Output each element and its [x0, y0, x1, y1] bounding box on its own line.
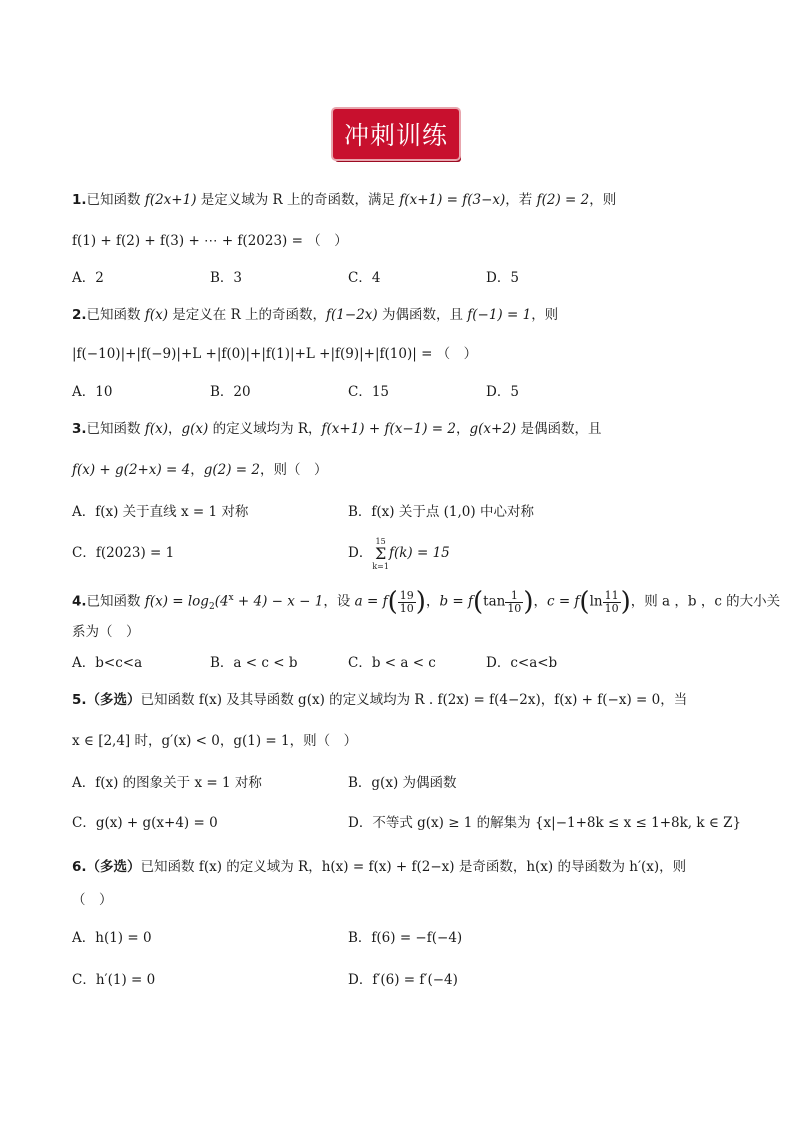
- question-3-option-d: D．15 Σ k=1f(k) = 15: [348, 536, 450, 571]
- question-4-option-d: D．c<a<b: [486, 655, 558, 671]
- summation-symbol: 15 Σ k=1: [372, 536, 389, 571]
- question-2-option-b: B．20: [210, 384, 251, 400]
- question-5-stem: 5.（多选）已知函数 f(x) 及其导函数 g(x) 的定义域均为 R . f(2x) = f(4−2x)，f(x) + f(−x) = 0，当: [72, 692, 688, 708]
- question-3-option-a: A．f(x) 关于直线 x = 1 对称: [72, 504, 249, 520]
- question-2-option-d: D．5: [486, 384, 519, 400]
- question-2-option-c: C．15: [348, 384, 390, 400]
- question-5-option-b: B．g(x) 为偶函数: [348, 775, 457, 791]
- fraction-11-10: $\frac{11}{10}$: [604, 588, 619, 615]
- section-banner: [333, 109, 459, 159]
- banner-title: 冲刺训练: [343, 121, 448, 150]
- question-4-option-b: B．a < c < b: [210, 655, 298, 671]
- fraction-1-10: $\frac{1}{10}$: [507, 588, 522, 615]
- question-6-stem: 6.（多选）已知函数 f(x) 的定义域为 R，h(x) = f(x) + f(2−x) 是奇函数，h(x) 的导函数为 h′(x)，则: [72, 859, 687, 875]
- fraction-19-10: $\frac{19}{10}$: [399, 588, 414, 615]
- question-3-stem-cont: f(x) + g(2+x) = 4，g(2) = 2，则（ ）: [72, 462, 328, 478]
- question-3-option-c: C．f(2023) = 1: [72, 545, 175, 561]
- question-1-option-c: C．4: [348, 270, 381, 286]
- question-4-option-a: A．b<c<a: [72, 655, 143, 671]
- question-6-option-b: B．f(6) = −f(−4): [348, 930, 463, 946]
- question-5-stem-cont: x ∈ [2,4] 时，g′(x) < 0，g(1) = 1，则（ ）: [72, 733, 358, 749]
- question-1-expression: f(1) + f(2) + f(3) + ⋯ + f(2023) = （ ）: [72, 233, 348, 249]
- question-2-expression: |f(−10)|+|f(−9)|+L +|f(0)|+|f(1)|+L +|f(9)|+|f(10)| = （ ）: [72, 346, 478, 362]
- question-1-option-b: B．3: [210, 270, 243, 286]
- question-1-option-d: D．5: [486, 270, 519, 286]
- question-4-stem-cont: 系为（ ）: [72, 624, 140, 640]
- question-5-option-c: C．g(x) + g(x+4) = 0: [72, 815, 218, 831]
- question-1-stem: 1.已知函数 f(2x+1) 是定义域为 R 上的奇函数，满足 f(x+1) = f(3−x)，若 f(2) = 2，则: [72, 192, 617, 208]
- question-6-option-a: A．h(1) = 0: [72, 930, 152, 946]
- question-6-option-d: D．f′(6) = f′(−4): [348, 972, 458, 988]
- question-6-option-c: C．h′(1) = 0: [72, 972, 156, 988]
- question-4-option-c: C．b < a < c: [348, 655, 436, 671]
- question-3-stem: 3.已知函数 f(x)，g(x) 的定义域均为 R，f(x+1) + f(x−1) = 2，g(x+2) 是偶函数，且: [72, 421, 602, 437]
- question-4-stem: 4.已知函数 $f(x) = \log_2(4^x + 4) - x - 1$，设 a = f( $\frac{19}{10}$ )，b = f(tan $\frac{1}{10}$ )，c = f(ln $\frac{11}{10}$ )，则 a ，b ，c 的大小关: [72, 587, 781, 617]
- question-2-stem: 2.已知函数 f(x) 是定义在 R 上的奇函数，f(1−2x) 为偶函数，且 f(−1) = 1，则: [72, 307, 559, 323]
- question-2-option-a: A．10: [72, 384, 113, 400]
- question-5-option-a: A．f(x) 的图象关于 x = 1 对称: [72, 775, 262, 791]
- question-1-option-a: A．2: [72, 270, 104, 286]
- question-6-stem-cont: （ ）: [72, 892, 113, 908]
- question-3-option-b: B．f(x) 关于点 (1,0) 中心对称: [348, 504, 534, 520]
- question-5-option-d: D．不等式 g(x) ≥ 1 的解集为 {x|−1+8k ≤ x ≤ 1+8k, k ∈ Z}: [348, 815, 742, 831]
